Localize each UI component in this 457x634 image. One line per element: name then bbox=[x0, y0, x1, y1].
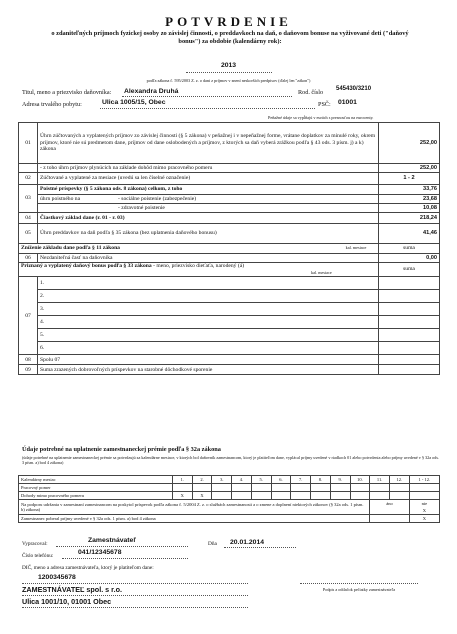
month-cell: 4. bbox=[232, 476, 252, 484]
reduction-header bbox=[19, 244, 440, 254]
child-row bbox=[19, 316, 440, 329]
row-02-value: 1 - 2 bbox=[379, 173, 440, 185]
prepared-underline bbox=[56, 546, 188, 547]
prepared-value: Zamestnávateľ bbox=[88, 537, 136, 544]
row-01-value: 252,00 bbox=[379, 123, 440, 164]
child-index: 3. bbox=[38, 303, 379, 316]
reduction-col-months: kal. mesiace bbox=[345, 245, 367, 251]
child-row bbox=[19, 290, 440, 303]
date-value: 20.01.2014 bbox=[230, 539, 265, 546]
row-01-sub bbox=[19, 164, 440, 173]
support-question-row bbox=[19, 500, 440, 515]
row-06: 06 Nezdaniteľná časť na daňovníka 0,00 bbox=[19, 254, 440, 263]
premium-note: (údaje potrebné na uplatnenie zamestnaneckej prémie sa potvrdzujú za kalendárne mesiace, v ktorých bol daňovník zamestnancom, ktorý je platiteľom dane, vyplácal príjmy uvedené v riadkoch 01 alebo potvrdenia alebo príjmy uvedené v § 32a ods. 3 písm. a) bod 4 zákona) bbox=[22, 455, 440, 465]
child-index: 2. bbox=[38, 290, 379, 303]
month-cell: 10. bbox=[350, 476, 370, 484]
child-row bbox=[19, 303, 440, 316]
row-03a-text: - sociálne poistenie (zabezpečenie) bbox=[118, 195, 197, 202]
row-03: 03 Poistné príspevky (§ 5 zákona ods. 8 zákona) celkom, z toho 33,76 bbox=[19, 185, 440, 195]
name-underline bbox=[122, 96, 292, 97]
row-01 bbox=[19, 123, 440, 164]
dic-underline bbox=[22, 583, 248, 584]
row-08-text: Spolu 07 bbox=[38, 355, 379, 365]
child-row bbox=[19, 329, 440, 342]
child-index: 1. bbox=[38, 277, 379, 290]
premium-table bbox=[18, 475, 440, 523]
month-cell: 12. bbox=[390, 476, 410, 484]
row-01-sub-text: - z toho úhrn príjmov plynúcich na základe dohôd mimo pracovného pomeru bbox=[38, 164, 379, 173]
row-02: 02 Zúčtované a vyplatené za mesiace (uvedú sa len číselné označenie) 1 - 2 bbox=[19, 173, 440, 185]
bonus-col-sum: suma bbox=[379, 263, 440, 277]
month-cell: 8. bbox=[311, 476, 331, 484]
support-question: Na podporu udržania v zamestnaní zamestnancom na poskytol príspevok podľa zákona č. 5/2004 Z. z. o službách zamestnanosti a o zmene a doplnení niektorých zákonov (§ 32a ods. 1 písm. b) zákona) bbox=[19, 500, 370, 515]
month-cell: 5. bbox=[251, 476, 271, 484]
rc-label: Rod. číslo bbox=[298, 89, 324, 96]
income-question-row bbox=[19, 515, 440, 523]
reduction-col-sum: suma bbox=[379, 244, 440, 254]
row-09: 09 Suma zrazených dobrovoľných príspevkov na starobné dôchodkové sporenie bbox=[19, 365, 440, 375]
row-01-sub-value: 252,00 bbox=[379, 164, 440, 173]
month-cell: 11. bbox=[370, 476, 390, 484]
income-answer-mark: X bbox=[409, 515, 439, 523]
row-03-label: úhrn poistného na bbox=[40, 195, 81, 202]
row-04-text: Čiastkový základ dane (r. 01 - r. 03) bbox=[38, 213, 379, 224]
address-value: Ulica 1005/15, Obec bbox=[102, 99, 166, 106]
page-subtitle: o zdaniteľných príjmoch fyzickej osoby zo závislej činnosti, o preddavkoch na daň, o daňovom bonuse na vyživované deti ("daňový bonus") za obdobie (kalendárny rok): bbox=[51, 30, 409, 45]
row-03-value: 33,76 bbox=[379, 185, 440, 195]
row-04-value: 218,24 bbox=[379, 213, 440, 224]
signature-label: Podpis a odtlačok pečiatky zamestnávateľa bbox=[322, 587, 396, 592]
psc-label: PSČ: bbox=[318, 101, 331, 108]
signature-line bbox=[300, 583, 418, 584]
row-05: 05 Úhrn preddavkov na daň podľa § 35 zákona (bez uplatnenia daňového bonusu) 41,46 bbox=[19, 224, 440, 244]
address-label: Adresa trvalého pobytu: bbox=[22, 101, 82, 108]
psc-value: 01001 bbox=[338, 99, 357, 106]
income-table bbox=[18, 122, 440, 375]
row-03a-value: 23,68 bbox=[379, 195, 440, 204]
month-cell: 3. bbox=[212, 476, 232, 484]
bonus-title: Priznaný a vyplatený daňový bonus podľa § 33 zákona bbox=[21, 263, 152, 269]
name-value: Alexandra Druhá bbox=[124, 88, 179, 95]
reduction-title: Zníženie základu dane podľa § 11 zákona bbox=[21, 245, 120, 252]
agreements-label: Dohody mimo pracovného pomeru bbox=[19, 492, 173, 500]
year-underline bbox=[186, 72, 272, 73]
month-mark: X bbox=[192, 492, 212, 500]
address-underline bbox=[100, 108, 315, 109]
employer-name: ZAMESTNÁVATEĽ spol. s r.o. bbox=[22, 585, 122, 594]
child-row bbox=[19, 277, 440, 290]
employer-name-underline bbox=[22, 595, 248, 596]
row-03-text: Poistné príspevky (§ 5 zákona ods. 8 zákona) celkom, z toho bbox=[38, 185, 379, 195]
bonus-col-months: kal. mesiace bbox=[311, 269, 332, 275]
phone-underline bbox=[62, 558, 188, 559]
row-07-number: 07 bbox=[19, 277, 38, 355]
month-cell: 2. bbox=[192, 476, 212, 484]
month-mark: X bbox=[172, 492, 192, 500]
month-cell: 1. bbox=[172, 476, 192, 484]
row-02-text: Zúčtované a vyplatené za mesiace (uvedú sa len číselné označenie) bbox=[38, 173, 379, 185]
months-label: Kalendárny mesiac bbox=[19, 476, 173, 484]
dic-value: 1200345678 bbox=[38, 574, 76, 581]
employer-address: Ulica 1001/10, 01001 Obec bbox=[22, 597, 112, 606]
employment-row bbox=[19, 484, 440, 492]
prepared-label: Vypracoval: bbox=[22, 541, 48, 547]
name-label: Titul, meno a priezvisko daňovníka: bbox=[22, 89, 112, 96]
currency-note: Peňažné údaje sa vypĺňajú v eurách s presnosťou na eurocenty. bbox=[268, 115, 374, 120]
bonus-subtitle: - meno, priezvisko dieťaťa, narodený (á) bbox=[153, 263, 245, 269]
month-cell-total: 1 - 12. bbox=[409, 476, 439, 484]
row-05-value: 41,46 bbox=[379, 224, 440, 244]
yes-label: áno bbox=[386, 501, 393, 506]
no-label: nie bbox=[421, 501, 428, 506]
row-06-value: 0,00 bbox=[379, 254, 440, 263]
dic-label: DIČ, meno a adresa zamestnávateľa, ktorý je platiteľom dane: bbox=[22, 565, 154, 571]
premium-title: Údaje potrebné na uplatnenie zamestnaneckej prémie podľa § 32a zákona bbox=[22, 446, 221, 453]
date-underline bbox=[224, 547, 296, 548]
month-cell: 9. bbox=[330, 476, 350, 484]
row-03a bbox=[19, 195, 440, 204]
phone-value: 041/12345678 bbox=[78, 549, 122, 556]
row-03b-value: 10,08 bbox=[379, 204, 440, 213]
row-03b bbox=[19, 204, 440, 213]
child-index: 5. bbox=[38, 329, 379, 342]
page-title: POTVRDENIE bbox=[165, 14, 292, 29]
date-label: Dňa bbox=[208, 541, 217, 547]
row-01-text: Úhrn zúčtovaných a vyplatených príjmov zo závislej činnosti (§ 5 zákona) v peňažnej i v nepeňažnej forme, vrátane doplatkov za minulé roky, okrem príjmov, ktoré nie sú predmetom dane, príjmov od dane oslobodených a príjmov, z ktorých sa daň vyberá zrážkou podľa § 43 ods. 3 písm. j) a k) zákona bbox=[38, 123, 379, 164]
month-cell: 6. bbox=[271, 476, 291, 484]
child-index: 6. bbox=[38, 342, 379, 355]
tax-year: 2013 bbox=[220, 62, 237, 69]
row-06-text: Nezdaniteľná časť na daňovníka bbox=[38, 254, 379, 263]
months-row bbox=[19, 476, 440, 484]
row-08: 08 Spolu 07 bbox=[19, 355, 440, 365]
child-index: 4. bbox=[38, 316, 379, 329]
row-number: 01 bbox=[19, 123, 38, 164]
income-question: Zamestnanec poberal príjmy uvedené v § 32a ods. 1 písm. a) bod 4 zákona bbox=[19, 515, 370, 523]
month-cell: 7. bbox=[291, 476, 311, 484]
legal-note: podľa zákona č. 595/2003 Z. z. o dani z príjmov v znení neskorších predpisov (ďalej len "zákon") bbox=[146, 78, 311, 83]
bonus-header bbox=[19, 263, 440, 277]
row-09-text: Suma zrazených dobrovoľných príspevkov na starobné dôchodkové sporenie bbox=[38, 365, 379, 375]
rc-value: 545430/3210 bbox=[336, 86, 372, 92]
row-05-text: Úhrn preddavkov na daň podľa § 35 zákona (bez uplatnenia daňového bonusu) bbox=[38, 224, 379, 244]
employer-address-underline bbox=[22, 607, 248, 608]
child-row bbox=[19, 342, 440, 355]
support-answer-mark: X bbox=[422, 508, 426, 513]
row-03b-text: - zdravotné poistenie bbox=[118, 204, 165, 211]
employment-label: Pracovný pomer bbox=[19, 484, 173, 492]
row-04: 04 Čiastkový základ dane (r. 01 - r. 03) 218,24 bbox=[19, 213, 440, 224]
agreements-row bbox=[19, 492, 440, 500]
phone-label: Číslo telefónu: bbox=[22, 553, 54, 559]
